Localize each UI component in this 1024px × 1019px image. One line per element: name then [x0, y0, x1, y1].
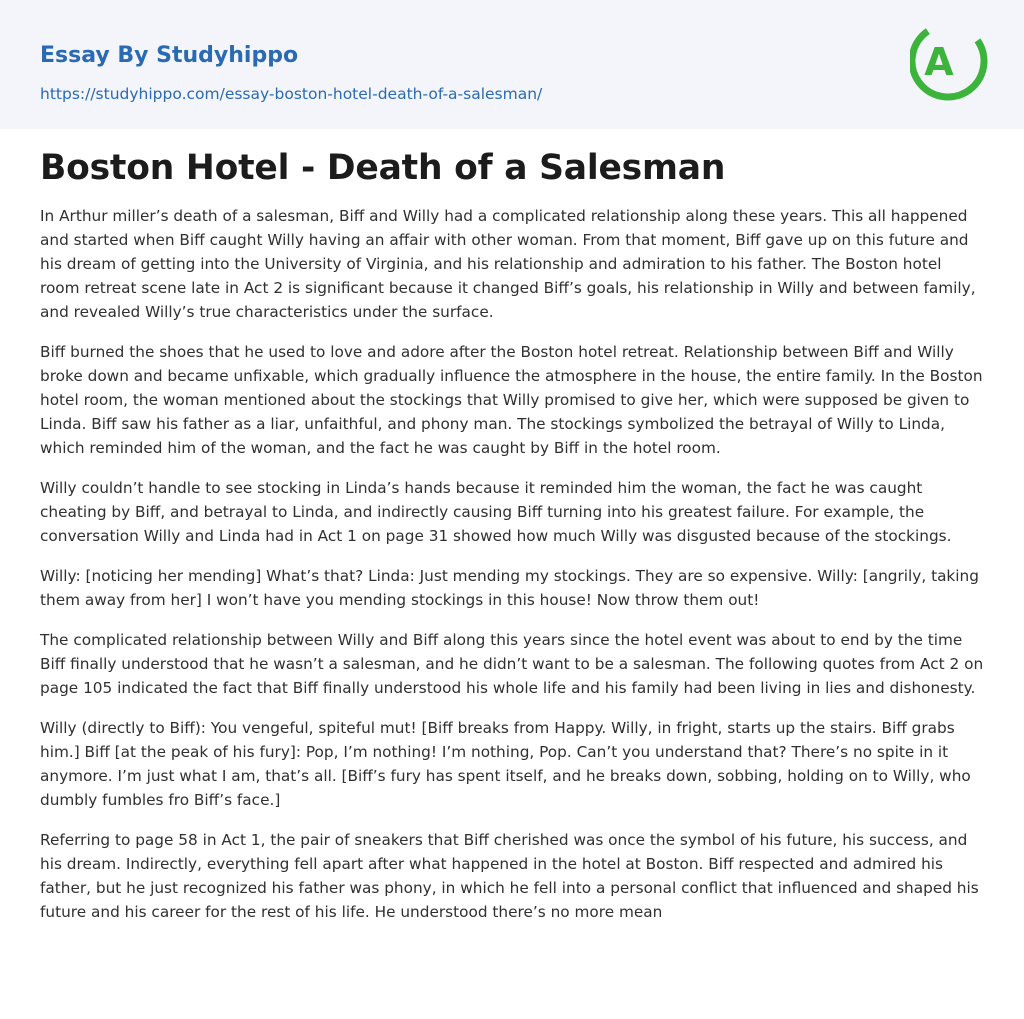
essay-paragraph-2: Biff burned the shoes that he used to love and adore after the Boston hotel retreat. Relationship between Biff and Willy broke down and became unfixable, which gradually influence the atmosphere in the house, the entire family. In the Boston hotel room, the woman mentioned about the stockings that Willy promised to give her, which were supposed be given to Linda. Biff saw his father as a liar, unfaithful, and phony man. The stockings symbolized the betrayal of Willy to Linda, which reminded him of the woman, and the fact he was caught by Biff in the hotel room.: [40, 343, 983, 457]
circle-a-logo-icon[interactable]: [910, 18, 990, 106]
essay-paragraph-4: Willy: [noticing her mending] What’s that? Linda: Just mending my stockings. They are so expensive. Willy: [angrily, taking them away from her] I won’t have you mending stockings in this house! Now throw them out!: [40, 567, 979, 609]
essay-paragraph-7: Referring to page 58 in Act 1, the pair of sneakers that Biff cherished was once the symbol of his future, his success, and his dream. Indirectly, everything fell apart after what happened in the hotel at Boston. Biff respected and admired his father, but he just recognized his father was phony, in which he fell into a personal conflict that influenced and shaped his future and his career for the rest of his life. He understood there’s no more mean: [40, 831, 979, 921]
essay-paragraph-6: Willy (directly to Biff): You vengeful, spiteful mut! [Biff breaks from Happy. Willy, in fright, starts up the stairs. Biff grabs him.] Biff [at the peak of his fury]: Pop, I’m nothing! I’m nothing, Pop. Can’t you understand that? There’s no spite in it anymore. I’m just what I am, that’s all. [Biff’s fury has spent itself, and he breaks down, sobbing, holding on to Willy, who dumbly fumbles fro Biff’s face.]: [40, 719, 971, 809]
essay-paragraph-3: Willy couldn’t handle to see stocking in Linda’s hands because it reminded him the woman, the fact he was caught cheating by Biff, and betrayal to Linda, and indirectly causing Biff turning into his greatest failure. For example, the conversation Willy and Linda had in Act 1 on page 31 showed how much Willy was disgusted because of the stockings.: [40, 479, 952, 545]
page-title: Boston Hotel - Death of a Salesman: [40, 148, 726, 188]
site-header: [0, 0, 1024, 129]
essay-paragraph-1: In Arthur miller’s death of a salesman, Biff and Willy had a complicated relationship along these years. This all happened and started when Biff caught Willy having an affair with other woman. From that moment, Biff gave up on this future and his dream of getting into the University of Virginia, and his relationship and admiration to his father. The Boston hotel room retreat scene late in Act 2 is significant because it changed Biff’s goals, his relationship in Willy and between family, and revealed Willy’s true characteristics under the surface.: [40, 207, 976, 321]
source-url-link[interactable]: https://studyhippo.com/essay-boston-hotel-death-of-a-salesman/: [40, 85, 543, 103]
essay-paragraph-5: The complicated relationship between Willy and Biff along this years since the hotel event was about to end by the time Biff finally understood that he wasn’t a salesman, and he didn’t want to be a salesman. The following quotes from Act 2 on page 105 indicated the fact that Biff finally understood his whole life and his family had been living in lies and dishonesty.: [40, 631, 984, 697]
essay-content: [40, 140, 984, 940]
logo-letter: A: [924, 40, 954, 84]
brand-title[interactable]: Essay By Studyhippo: [40, 43, 299, 68]
